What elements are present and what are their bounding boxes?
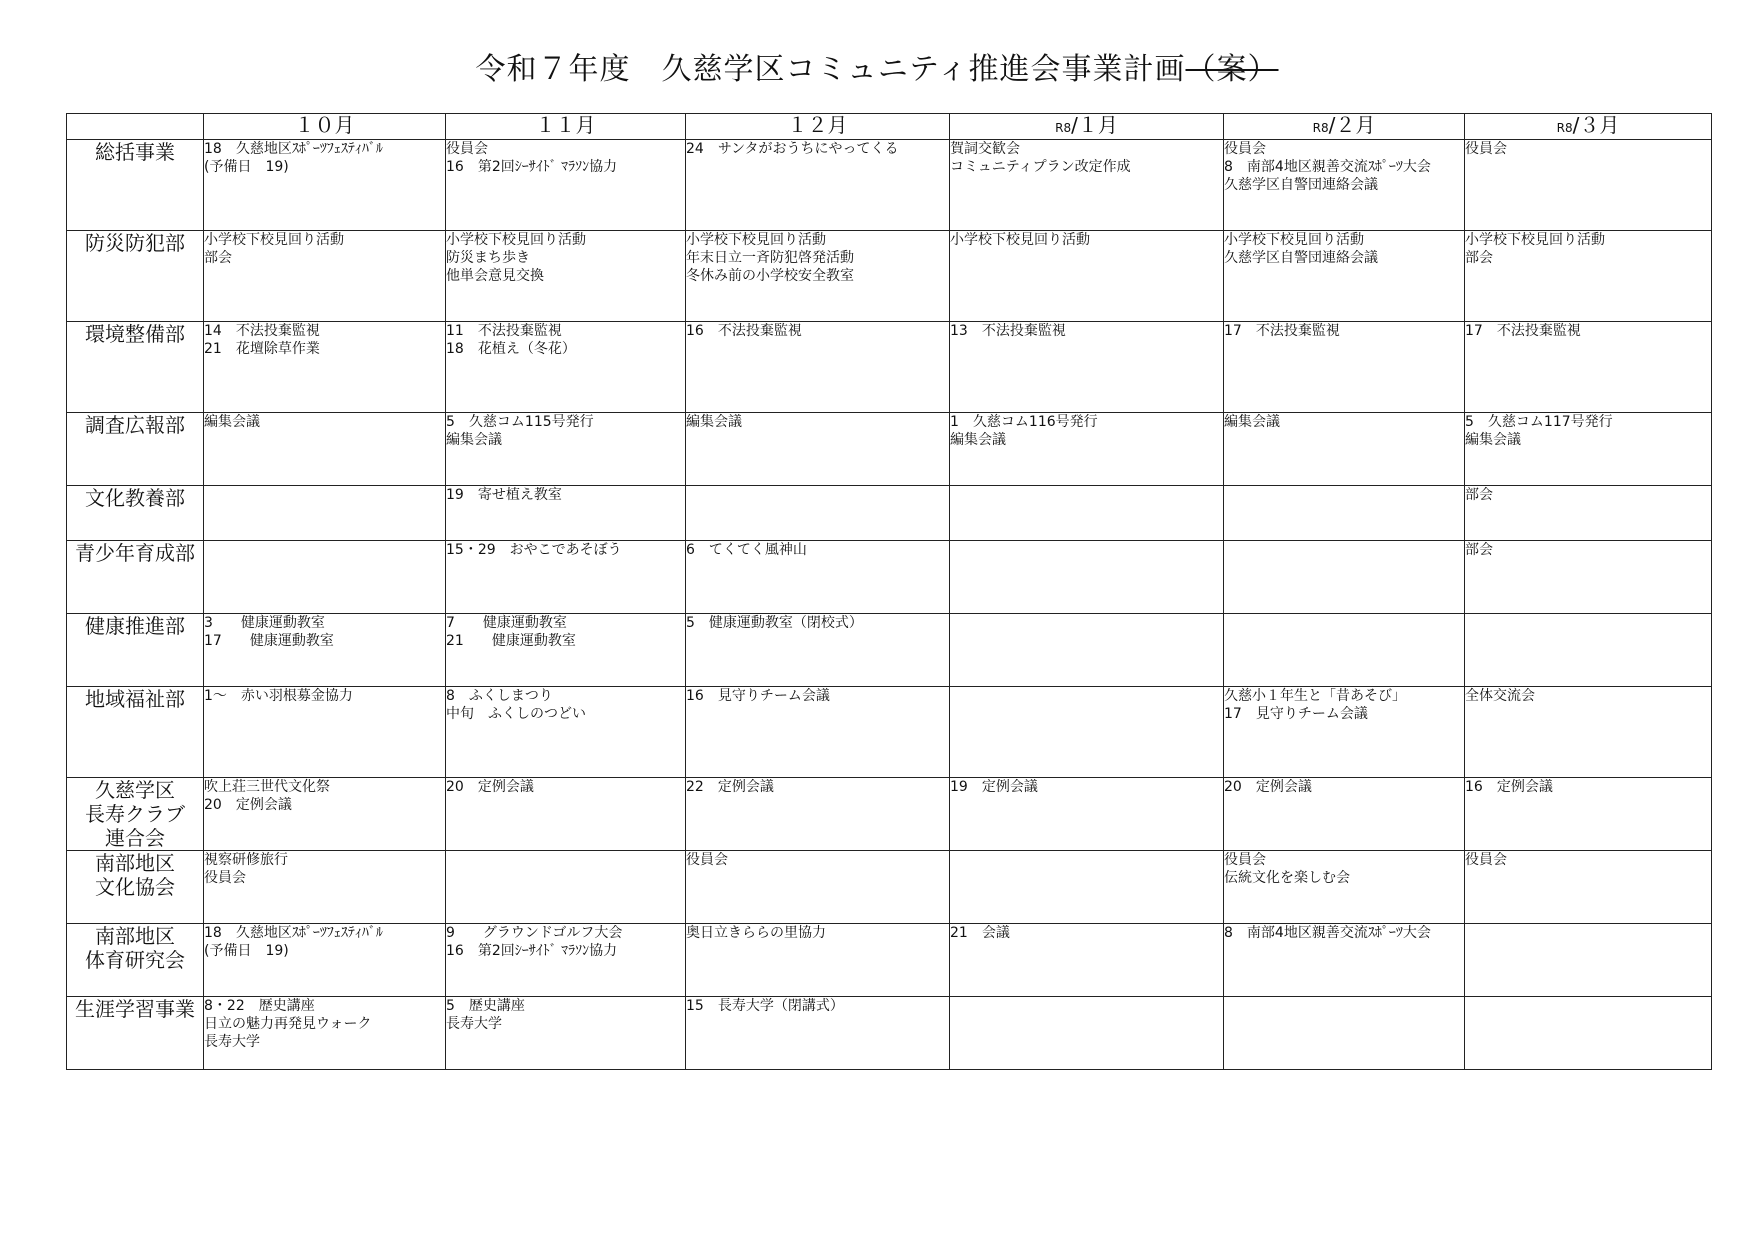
- schedule-entry: 8 ふくしまつり: [446, 688, 553, 704]
- schedule-cell: [446, 851, 686, 924]
- category-label: 健康推進部: [85, 614, 185, 638]
- plan-row-fukushi: [67, 687, 1712, 778]
- schedule-cell: [1224, 231, 1465, 322]
- plan-row-kankyou: [67, 322, 1712, 413]
- schedule-entry: 19 寄せ植え教室: [446, 487, 562, 503]
- schedule-entry: 3 健康運動教室: [204, 615, 325, 631]
- schedule-cell: [1465, 851, 1712, 924]
- schedule-entry: 編集会議: [446, 432, 502, 448]
- schedule-entry: 16 不法投棄監視: [686, 323, 802, 339]
- month-header-3: R8/３月: [1465, 114, 1712, 140]
- schedule-entry: 編集会議: [1465, 432, 1521, 448]
- schedule-entry: 中旬 ふくしのつどい: [446, 706, 586, 722]
- schedule-entry: 1～ 赤い羽根募金協力: [204, 688, 353, 704]
- schedule-cell: [950, 997, 1224, 1070]
- plan-row-kenkou: [67, 614, 1712, 687]
- plan-row-choujyu: [67, 778, 1712, 851]
- schedule-entry: 小学校下校見回り活動: [1465, 232, 1605, 248]
- schedule-entry: 21 健康運動教室: [446, 633, 576, 649]
- schedule-cell: [686, 778, 950, 851]
- plan-table: [66, 113, 1712, 1070]
- schedule-cell: [950, 541, 1224, 614]
- page-title: [0, 44, 1754, 88]
- schedule-cell: [950, 413, 1224, 486]
- schedule-entry: 部会: [1465, 250, 1493, 266]
- schedule-cell: [204, 687, 446, 778]
- schedule-cell: [1224, 997, 1465, 1070]
- schedule-entry: 久慈学区自警団連絡会議: [1224, 177, 1378, 193]
- category-label: 調査広報部: [85, 413, 185, 437]
- schedule-entry: 編集会議: [950, 432, 1006, 448]
- schedule-entry: 13 不法投棄監視: [950, 323, 1066, 339]
- schedule-cell: [446, 486, 686, 541]
- category-label: 総括事業: [95, 140, 175, 164]
- schedule-entry: 全体交流会: [1465, 688, 1535, 704]
- schedule-cell: [1224, 778, 1465, 851]
- schedule-cell: [1465, 997, 1712, 1070]
- schedule-cell: [686, 614, 950, 687]
- schedule-cell: [1224, 614, 1465, 687]
- schedule-entry: 7 健康運動教室: [446, 615, 567, 631]
- schedule-cell: [204, 924, 446, 997]
- schedule-entry: 20 定例会議: [446, 779, 534, 795]
- schedule-cell: [204, 851, 446, 924]
- schedule-entry: 17 見守りチーム会議: [1224, 706, 1368, 722]
- schedule-cell: [204, 614, 446, 687]
- category-cell: [67, 231, 204, 322]
- schedule-cell: [446, 687, 686, 778]
- schedule-cell: [686, 486, 950, 541]
- title-main: 令和７年度 久慈学区コミュニティ推進会事業計画: [475, 52, 1186, 87]
- schedule-entry: コミュニティプラン改定作成: [950, 159, 1131, 175]
- schedule-entry: 16 定例会議: [1465, 779, 1553, 795]
- plan-row-nanbu-bunka: [67, 851, 1712, 924]
- schedule-cell: [204, 322, 446, 413]
- schedule-entry: 長寿大学: [446, 1016, 502, 1032]
- schedule-cell: [950, 778, 1224, 851]
- schedule-entry: 役員会: [1465, 141, 1507, 157]
- schedule-cell: [950, 322, 1224, 413]
- schedule-cell: [446, 231, 686, 322]
- schedule-cell: [1465, 486, 1712, 541]
- schedule-entry: 17 健康運動教室: [204, 633, 334, 649]
- schedule-entry: 伝統文化を楽しむ会: [1224, 870, 1350, 886]
- category-label: 文化協会: [95, 875, 175, 899]
- schedule-entry: 15 長寿大学（閉講式）: [686, 998, 844, 1014]
- schedule-cell: [1465, 541, 1712, 614]
- schedule-entry: 16 見守りチーム会議: [686, 688, 830, 704]
- category-label: 地域福祉部: [85, 687, 185, 711]
- schedule-cell: [950, 486, 1224, 541]
- category-label: 連合会: [105, 826, 165, 850]
- schedule-cell: [446, 140, 686, 231]
- month-header-11: １１月: [446, 114, 686, 140]
- schedule-entry: 編集会議: [686, 414, 742, 430]
- schedule-cell: [446, 413, 686, 486]
- schedule-entry: 役員会: [1465, 852, 1507, 868]
- schedule-cell: [446, 778, 686, 851]
- category-label: 体育研究会: [85, 948, 185, 972]
- category-label: 南部地区: [95, 924, 175, 948]
- schedule-cell: [686, 541, 950, 614]
- schedule-entry: 18 久慈地区ｽﾎﾟｰﾂﾌｪｽﾃｨﾊﾞﾙ: [204, 141, 383, 157]
- schedule-cell: [1224, 541, 1465, 614]
- schedule-entry: 21 花壇除草作業: [204, 341, 320, 357]
- month-header-10: １０月: [204, 114, 446, 140]
- schedule-cell: [686, 851, 950, 924]
- schedule-entry: 長寿大学: [204, 1034, 260, 1050]
- schedule-entry: 18 花植え（冬花）: [446, 341, 576, 357]
- schedule-cell: [686, 924, 950, 997]
- schedule-cell: [686, 322, 950, 413]
- schedule-entry: 5 健康運動教室（閉校式）: [686, 615, 863, 631]
- schedule-cell: [950, 140, 1224, 231]
- month-header-1: R8/１月: [950, 114, 1224, 140]
- schedule-cell: [686, 231, 950, 322]
- schedule-entry: 吹上荘三世代文化祭: [204, 779, 330, 795]
- schedule-cell: [686, 413, 950, 486]
- schedule-entry: 役員会: [204, 870, 246, 886]
- schedule-entry: 日立の魅力再発見ウォーク: [204, 1016, 372, 1032]
- schedule-entry: 役員会: [446, 141, 488, 157]
- category-cell: [67, 541, 204, 614]
- category-cell: [67, 413, 204, 486]
- schedule-entry: 11 不法投棄監視: [446, 323, 562, 339]
- category-cell: [67, 614, 204, 687]
- schedule-entry: 視察研修旅行: [204, 852, 288, 868]
- title-struck-draft: （案）: [1185, 52, 1279, 87]
- schedule-cell: [1224, 322, 1465, 413]
- plan-row-seishounen: [67, 541, 1712, 614]
- schedule-cell: [950, 924, 1224, 997]
- schedule-entry: (予備日 19): [204, 943, 289, 959]
- category-label: 南部地区: [95, 851, 175, 875]
- plan-row-shougai: [67, 997, 1712, 1070]
- schedule-cell: [1465, 687, 1712, 778]
- category-label: 文化教養部: [85, 486, 185, 510]
- schedule-entry: 小学校下校見回り活動: [1224, 232, 1364, 248]
- schedule-entry: 17 不法投棄監視: [1224, 323, 1340, 339]
- schedule-entry: 9 グラウンドゴルフ大会: [446, 925, 623, 941]
- schedule-cell: [446, 924, 686, 997]
- schedule-entry: 小学校下校見回り活動: [950, 232, 1090, 248]
- schedule-cell: [1465, 614, 1712, 687]
- plan-body: [67, 140, 1712, 1070]
- schedule-cell: [950, 614, 1224, 687]
- plan-row-soukatsu: [67, 140, 1712, 231]
- schedule-entry: 部会: [1465, 487, 1493, 503]
- schedule-entry: 16 第2回ｼｰｻｲﾄﾞ ﾏﾗｿﾝ協力: [446, 159, 618, 175]
- schedule-cell: [1465, 322, 1712, 413]
- schedule-entry: 冬休み前の小学校安全教室: [686, 268, 854, 284]
- schedule-entry: 5 久慈コム117号発行: [1465, 414, 1613, 430]
- corner-cell: [67, 114, 204, 140]
- schedule-entry: 21 会議: [950, 925, 1010, 941]
- schedule-entry: 5 歴史講座: [446, 998, 525, 1014]
- schedule-entry: 編集会議: [204, 414, 260, 430]
- schedule-entry: 8・22 歴史講座: [204, 998, 315, 1014]
- schedule-cell: [1224, 851, 1465, 924]
- schedule-cell: [1224, 924, 1465, 997]
- category-cell: [67, 687, 204, 778]
- schedule-cell: [950, 231, 1224, 322]
- category-cell: [67, 851, 204, 924]
- schedule-entry: 役員会: [1224, 852, 1266, 868]
- schedule-entry: 24 サンタがおうちにやってくる: [686, 141, 899, 157]
- plan-row-chousa: [67, 413, 1712, 486]
- schedule-entry: (予備日 19): [204, 159, 289, 175]
- plan-row-bunka: [67, 486, 1712, 541]
- category-label: 生涯学習事業: [75, 997, 195, 1021]
- schedule-cell: [1224, 687, 1465, 778]
- schedule-cell: [204, 541, 446, 614]
- category-label: 長寿クラブ: [85, 802, 185, 826]
- schedule-cell: [1465, 140, 1712, 231]
- schedule-cell: [1224, 140, 1465, 231]
- schedule-entry: 小学校下校見回り活動: [446, 232, 586, 248]
- category-label: 防災防犯部: [85, 231, 185, 255]
- schedule-cell: [1465, 778, 1712, 851]
- schedule-cell: [446, 541, 686, 614]
- schedule-cell: [204, 997, 446, 1070]
- category-cell: [67, 140, 204, 231]
- category-cell: [67, 924, 204, 997]
- schedule-entry: 17 不法投棄監視: [1465, 323, 1581, 339]
- schedule-entry: 19 定例会議: [950, 779, 1038, 795]
- month-header-12: １２月: [686, 114, 950, 140]
- schedule-entry: 15・29 おやこであそぼう: [446, 542, 622, 558]
- schedule-entry: 久慈小１年生と「昔あそび」: [1224, 688, 1406, 704]
- category-label: 環境整備部: [85, 322, 185, 346]
- schedule-entry: 22 定例会議: [686, 779, 774, 795]
- schedule-entry: 奥日立きららの里協力: [686, 925, 826, 941]
- schedule-entry: 6 てくてく風神山: [686, 542, 807, 558]
- schedule-entry: 防災まち歩き: [446, 250, 530, 266]
- month-header-2: R8/２月: [1224, 114, 1465, 140]
- schedule-cell: [950, 851, 1224, 924]
- schedule-entry: 編集会議: [1224, 414, 1280, 430]
- schedule-cell: [1224, 413, 1465, 486]
- category-cell: [67, 486, 204, 541]
- schedule-entry: 18 久慈地区ｽﾎﾟｰﾂﾌｪｽﾃｨﾊﾞﾙ: [204, 925, 383, 941]
- schedule-cell: [204, 231, 446, 322]
- schedule-entry: 8 南部4地区親善交流ｽﾎﾟｰﾂ大会: [1224, 925, 1431, 941]
- schedule-cell: [446, 614, 686, 687]
- schedule-entry: 14 不法投棄監視: [204, 323, 320, 339]
- schedule-entry: 8 南部4地区親善交流ｽﾎﾟｰﾂ大会: [1224, 159, 1431, 175]
- schedule-entry: 部会: [1465, 542, 1493, 558]
- schedule-entry: 小学校下校見回り活動: [204, 232, 344, 248]
- plan-row-nanbu-taiiku: [67, 924, 1712, 997]
- schedule-entry: 部会: [204, 250, 232, 266]
- schedule-cell: [204, 413, 446, 486]
- category-cell: [67, 778, 204, 851]
- schedule-entry: 役員会: [1224, 141, 1266, 157]
- schedule-cell: [686, 997, 950, 1070]
- schedule-entry: 20 定例会議: [1224, 779, 1312, 795]
- schedule-entry: 5 久慈コム115号発行: [446, 414, 594, 430]
- schedule-entry: 役員会: [686, 852, 728, 868]
- schedule-entry: 20 定例会議: [204, 797, 292, 813]
- schedule-entry: 小学校下校見回り活動: [686, 232, 826, 248]
- schedule-cell: [1465, 413, 1712, 486]
- schedule-cell: [204, 486, 446, 541]
- category-cell: [67, 322, 204, 413]
- schedule-entry: 1 久慈コム116号発行: [950, 414, 1098, 430]
- schedule-cell: [1465, 924, 1712, 997]
- schedule-cell: [1224, 486, 1465, 541]
- category-cell: [67, 997, 204, 1070]
- schedule-entry: 年末日立一斉防犯啓発活動: [686, 250, 854, 266]
- schedule-cell: [446, 997, 686, 1070]
- category-label: 久慈学区: [95, 778, 175, 802]
- schedule-cell: [204, 778, 446, 851]
- schedule-entry: 他単会意見交換: [446, 268, 544, 284]
- schedule-entry: 賀詞交歓会: [950, 141, 1020, 157]
- schedule-cell: [950, 687, 1224, 778]
- schedule-cell: [446, 322, 686, 413]
- schedule-cell: [1465, 231, 1712, 322]
- schedule-cell: [204, 140, 446, 231]
- header-row: [67, 114, 1712, 140]
- schedule-entry: 16 第2回ｼｰｻｲﾄﾞ ﾏﾗｿﾝ協力: [446, 943, 618, 959]
- schedule-cell: [686, 140, 950, 231]
- plan-row-bousai: [67, 231, 1712, 322]
- category-label: 青少年育成部: [75, 541, 195, 565]
- schedule-cell: [686, 687, 950, 778]
- schedule-entry: 久慈学区自警団連絡会議: [1224, 250, 1378, 266]
